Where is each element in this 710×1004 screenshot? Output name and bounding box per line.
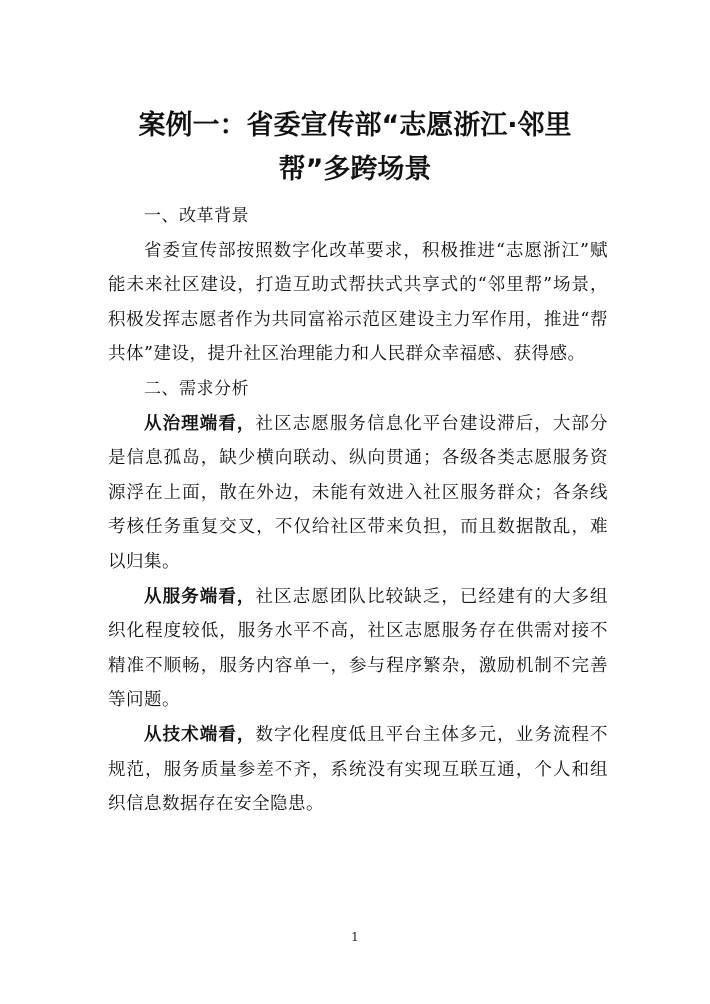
lead-service: 从服务端看， bbox=[144, 586, 256, 607]
paragraph-reform-background: 省委宣传部按照数字化改革要求，积极推进“志愿浙江”赋能未来社区建设，打造互助式帮扶式共享式的“邻里帮”场景，积极发挥志愿者作为共同富裕示范区建设主力军作用，推进“帮共体”建设，提升社区治理能力和人民群众幸福感、获得感。 bbox=[108, 240, 608, 365]
lead-governance: 从治理端看， bbox=[144, 413, 256, 434]
section-heading-reform-background: 一、改革背景 bbox=[144, 206, 249, 226]
section-heading-needs-analysis: 二、需求分析 bbox=[144, 378, 249, 399]
paragraph-service bbox=[108, 580, 608, 718]
text-governance: 社区志愿服务信息化平台建设滞后，大部分是信息孤岛，缺少横向联动、纵向贯通；各级各类志愿服务资源浮在上面，散在外边，未能有效进入社区服务群众；各条线考核任务重复交叉，不仅给社区带来负担，而且数据散乱，难以归集。 bbox=[108, 413, 608, 572]
paragraph-technology bbox=[108, 718, 608, 822]
text-service: 社区志愿团队比较缺乏，已经建有的大多组织化程度较低，服务水平不高，社区志愿服务存在供需对接不精准不顺畅，服务内容单一，参与程序繁杂，激励机制不完善等问题。 bbox=[108, 586, 608, 711]
lead-technology: 从技术端看， bbox=[144, 724, 256, 745]
document-body bbox=[108, 199, 608, 822]
title-line-1: 案例一：省委宣传部“志愿浙江·邻里 bbox=[138, 110, 572, 141]
paragraph-governance bbox=[108, 407, 608, 580]
title-line-2: 帮”多跨场景 bbox=[278, 154, 432, 185]
page-number: 1 bbox=[351, 930, 359, 944]
document-title bbox=[90, 104, 620, 192]
text-technology: 数字化程度低且平台主体多元，业务流程不规范，服务质量参差不齐，系统没有实现互联互通，个人和组织信息数据存在安全隐患。 bbox=[108, 724, 608, 815]
